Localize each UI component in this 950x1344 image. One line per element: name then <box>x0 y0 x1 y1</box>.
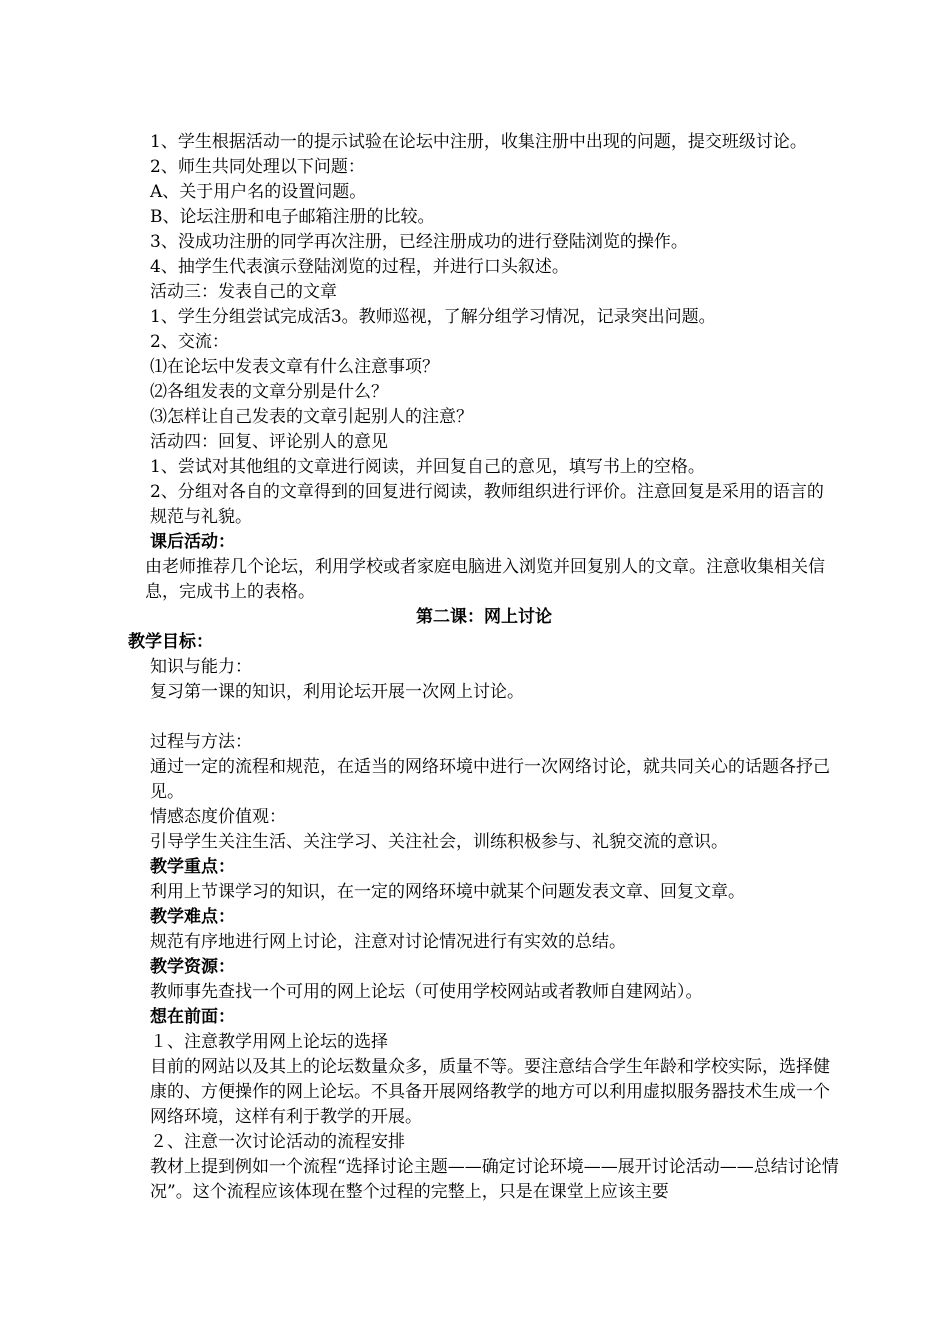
section-heading: 教学难点： <box>150 907 235 927</box>
paragraph: 2、分组对各自的文章得到的回复进行阅读，教师组织进行评价。注意回复是采用的语言的规范与礼貌。 <box>150 482 824 527</box>
paragraph: 1、学生根据活动一的提示试验在论坛中注册，收集注册中出现的问题，提交班级讨论。 <box>150 132 807 152</box>
paragraph: 目前的网站以及其上的论坛数量众多，质量不等。要注意结合学生年龄和学校实际，选择健康的、方便操作的网上论坛。不具备开展网络教学的地方可以利用虚拟服务器技术生成一个网络环境，这样有利于教学的开展。 <box>150 1057 830 1127</box>
blank-line <box>128 705 840 730</box>
paragraph: 4、抽学生代表演示登陆浏览的过程，并进行口头叙述。 <box>150 257 569 277</box>
section-heading: 课后活动： <box>150 532 235 552</box>
paragraph: 由老师推荐几个论坛，利用学校或者家庭电脑进入浏览并回复别人的文章。注意收集相关信息，完成书上的表格。 <box>145 557 825 602</box>
subheading: ２、注意一次讨论活动的流程安排 <box>150 1132 405 1152</box>
paragraph: 教材上提到例如一个流程“选择讨论主题——确定讨论环境——展开讨论活动——总结讨论情况”。这个流程应该体现在整个过程的完整上，只是在课堂上应该主要 <box>150 1157 839 1202</box>
paragraph: 规范有序地进行网上讨论，注意对讨论情况进行有实效的总结。 <box>150 932 626 952</box>
paragraph: ⑶怎样让自己发表的文章引起别人的注意？ <box>150 407 473 427</box>
document-body <box>128 130 840 1205</box>
section-heading: 教学目标： <box>128 632 213 652</box>
paragraph: 2、师生共同处理以下问题： <box>150 157 365 177</box>
paragraph: 利用上节课学习的知识，在一定的网络环境中就某个问题发表文章、回复文章。 <box>150 882 745 902</box>
section-heading: 想在前面： <box>150 1007 235 1027</box>
paragraph: 引导学生关注生活、关注学习、关注社会，训练积极参与、礼貌交流的意识。 <box>150 832 728 852</box>
subheading: 情感态度价值观： <box>150 807 286 827</box>
activity-heading: 活动三：发表自己的文章 <box>150 282 337 302</box>
section-heading: 教学资源： <box>150 957 235 977</box>
paragraph: 3、没成功注册的同学再次注册，已经注册成功的进行登陆浏览的操作。 <box>150 232 688 252</box>
paragraph: 复习第一课的知识，利用论坛开展一次网上讨论。 <box>150 682 524 702</box>
subheading: 知识与能力： <box>150 657 252 677</box>
paragraph: A、关于用户名的设置问题。 <box>150 182 367 202</box>
subheading: １、注意教学用网上论坛的选择 <box>150 1032 388 1052</box>
paragraph: 2、交流： <box>150 332 229 352</box>
paragraph: 通过一定的流程和规范，在适当的网络环境中进行一次网络讨论，就共同关心的话题各抒己见。 <box>150 757 830 802</box>
section-heading: 教学重点： <box>150 857 235 877</box>
paragraph: ⑵各组发表的文章分别是什么？ <box>150 382 388 402</box>
lesson-title: 第二课：网上讨论 <box>416 607 552 627</box>
paragraph: 1、学生分组尝试完成活3。教师巡视，了解分组学习情况，记录突出问题。 <box>150 307 716 327</box>
subheading: 过程与方法： <box>150 732 252 752</box>
paragraph: ⑴在论坛中发表文章有什么注意事项？ <box>150 357 439 377</box>
paragraph: 教师事先查找一个可用的网上论坛（可使用学校网站或者教师自建网站）。 <box>150 982 703 1002</box>
activity-heading: 活动四：回复、评论别人的意见 <box>150 432 388 452</box>
paragraph: B、论坛注册和电子邮箱注册的比较。 <box>150 207 435 227</box>
paragraph: 1、尝试对其他组的文章进行阅读，并回复自己的意见，填写书上的空格。 <box>150 457 705 477</box>
